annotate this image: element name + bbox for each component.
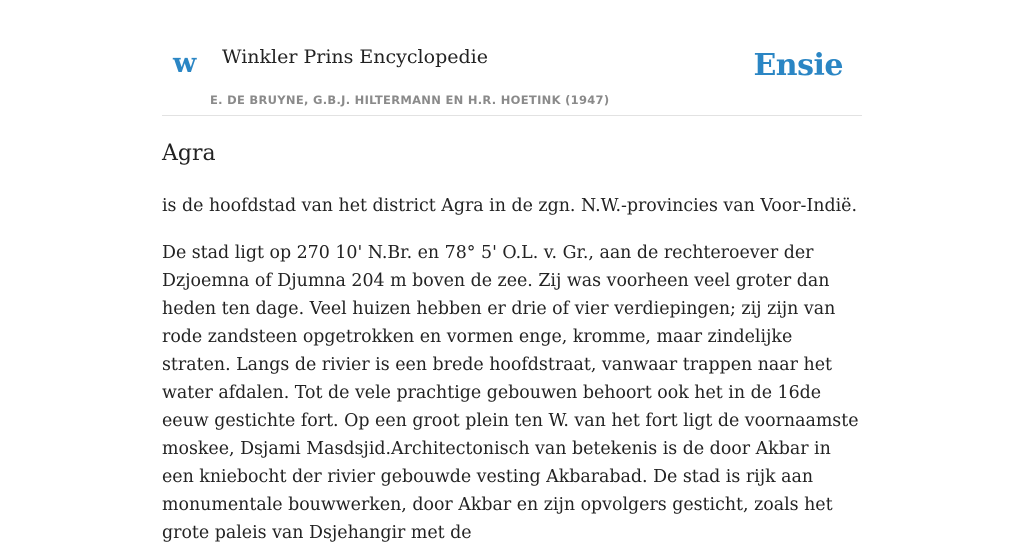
winkler-prins-logo[interactable]: w xyxy=(173,48,197,79)
article-title: Agra xyxy=(162,141,216,166)
site-title[interactable]: Winkler Prins Encyclopedie xyxy=(222,46,488,68)
ensie-logo[interactable]: Ensie xyxy=(753,48,843,83)
article-body: De stad ligt op 270 10' N.Br. en 78° 5' O.L. v. Gr., aan de rechteroever der Dzjoemna of Djumna 204 m boven de zee. Zij was voorheen veel groter dan heden ten dage. Veel huizen hebben er drie of vier verdiepingen; zij zijn van rode zandsteen opgetrokken en vormen enge, kromme, maar zindelijke straten. Langs de rivier is een brede hoofdstraat, vanwaar trappen naar het water afdalen. Tot de vele prachtige gebouwen behoort ook het in de 16de eeuw gestichte fort. Op een groot plein ten W. van het fort ligt de voornaamste moskee, Dsjami Masdsjid.Architectonisch van betekenis is de door Akbar in een kniebocht der rivier gebouwde vesting Akbarabad. De stad is rijk aan monumentale bouwwerken, door Akbar en zijn opvolgers gesticht, zoals het grote paleis van Dsjehangir met de xyxy=(162,243,859,543)
article xyxy=(162,138,864,547)
source-authors: E. DE BRUYNE, G.B.J. HILTERMANN EN H.R. HOETINK (1947) xyxy=(210,93,610,107)
article-lead: is de hoofdstad van het district Agra in de zgn. N.W.-provincies van Voor-Indië. xyxy=(162,196,857,216)
site-header xyxy=(162,0,862,116)
